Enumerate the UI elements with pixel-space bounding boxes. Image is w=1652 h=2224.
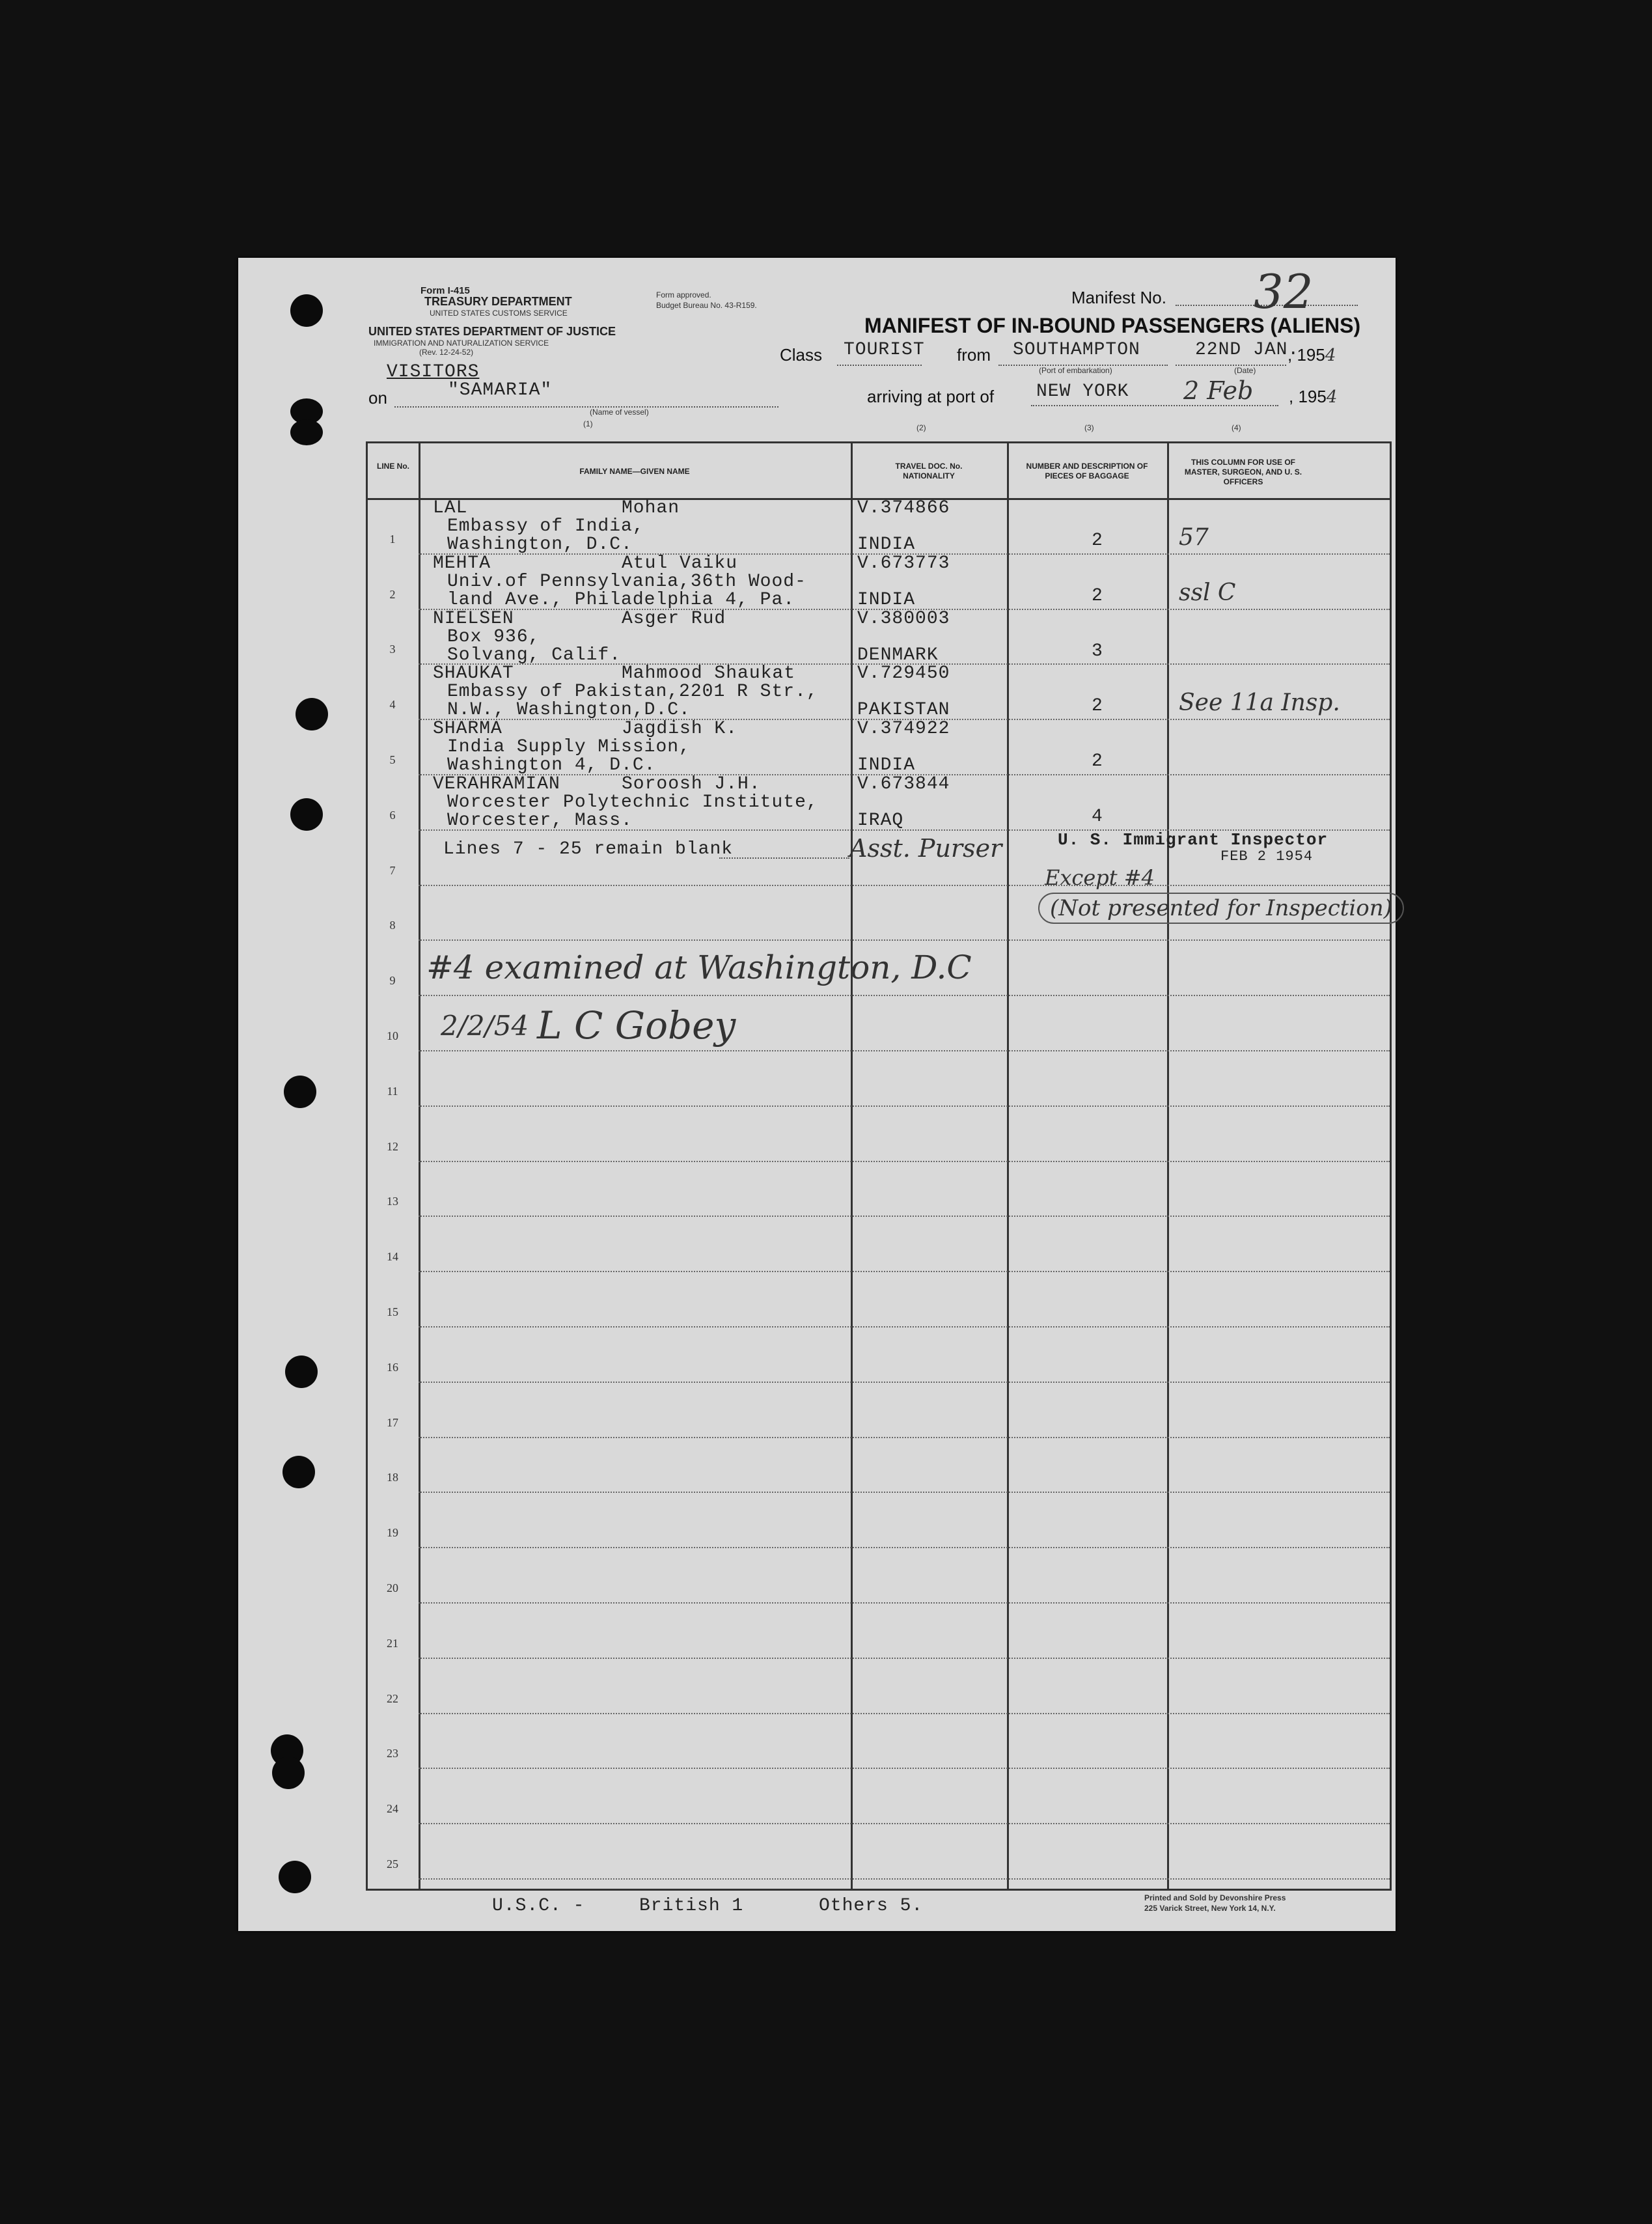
col-baggage: NUMBER AND DESCRIPTION OF PIECES OF BAGGAGE [1026, 462, 1148, 480]
footer-others: Others 5. [819, 1896, 924, 1916]
not-presented-note: (Not presented for Inspection) [1038, 893, 1404, 924]
col-num-3: (3) [1084, 423, 1094, 432]
row-rule [419, 1105, 1390, 1107]
passenger-travel-doc: V.729450 [857, 663, 950, 684]
form-approved: Form approved. [656, 290, 711, 299]
punch-hole [284, 1076, 316, 1108]
passenger-given-name: Asger Rud [622, 608, 726, 629]
passenger-family-name: SHARMA [433, 719, 502, 740]
page-title: MANIFEST OF IN-BOUND PASSENGERS (ALIENS) [864, 314, 1361, 337]
on-label: on [368, 388, 387, 408]
passenger-nationality: PAKISTAN [857, 700, 950, 721]
row-rule [419, 1492, 1390, 1493]
row-rule [419, 1437, 1390, 1438]
passenger-baggage: 2 [1092, 531, 1103, 551]
vessel-caption: (Name of vessel) [590, 408, 649, 417]
line-number: 5 [389, 753, 396, 766]
passenger-address-2: Washington, D.C. [447, 535, 633, 555]
col-num-4: (4) [1232, 423, 1241, 432]
passenger-address-2: N.W., Washington,D.C. [447, 700, 691, 721]
printer-line-1: Printed and Sold by Devonshire Press [1144, 1893, 1286, 1902]
officer-note: See 11a Insp. [1179, 689, 1340, 717]
passenger-address-1: India Supply Mission, [447, 737, 691, 758]
row-rule [419, 1161, 1390, 1162]
line-number: 12 [387, 1139, 398, 1153]
arrival-port: NEW YORK [1036, 382, 1129, 402]
row-rule [419, 939, 1390, 941]
punch-hole [290, 419, 323, 445]
passenger-address-2: Solvang, Calif. [447, 645, 622, 665]
class-label: Class [780, 345, 823, 365]
lines-blank-note: Lines 7 - 25 remain blank [443, 839, 734, 859]
embarkation-date: 22ND JAN. [1195, 340, 1300, 360]
date-caption: (Date) [1234, 366, 1256, 375]
passenger-address-1: Univ.of Pennsylvania,36th Wood- [447, 571, 806, 592]
passenger-nationality: INDIA [857, 589, 916, 610]
year2: , 1954 [1289, 387, 1338, 407]
punch-hole [285, 1355, 318, 1388]
line-number: 14 [387, 1250, 398, 1264]
line-number: 7 [389, 863, 396, 877]
line-number: 10 [387, 1029, 398, 1042]
printer-line-2: 225 Varick Street, New York 14, N.Y. [1144, 1904, 1276, 1913]
row-rule [419, 1878, 1390, 1880]
ins-service: IMMIGRATION AND NATURALIZATION SERVICE [374, 339, 549, 348]
line-number: 6 [389, 808, 396, 822]
passenger-given-name: Soroosh J.H. [622, 774, 761, 794]
row-rule [419, 1382, 1390, 1383]
line-number: 13 [387, 1195, 398, 1208]
row-rule [419, 1216, 1390, 1217]
passenger-address-2: land Ave., Philadelphia 4, Pa. [447, 589, 795, 610]
punch-hole [290, 294, 323, 327]
passenger-address-2: Worcester, Mass. [447, 811, 633, 831]
examiner-signature: L C Gobey [537, 1003, 736, 1048]
passenger-address-1: Worcester Polytechnic Institute, [447, 792, 818, 813]
footer-usc: U.S.C. - [492, 1896, 585, 1916]
footer-british: British 1 [639, 1896, 744, 1916]
passenger-address-1: Embassy of Pakistan,2201 R Str., [447, 682, 818, 702]
arrival-date: 2 Feb [1183, 376, 1254, 405]
passenger-family-name: SHAUKAT [433, 663, 514, 684]
line-number: 21 [387, 1636, 398, 1650]
row-rule [419, 1050, 1390, 1051]
line-number: 1 [389, 532, 396, 546]
passenger-nationality: INDIA [857, 535, 916, 555]
passenger-family-name: LAL [433, 498, 468, 518]
purser-signature: Asst. Purser [849, 834, 1002, 863]
passenger-travel-doc: V.374866 [857, 498, 950, 518]
line-number: 11 [387, 1084, 398, 1098]
budget-bureau: Budget Bureau No. 43-R159. [656, 301, 757, 310]
row-rule [419, 885, 1390, 886]
row-rule [419, 1713, 1390, 1714]
arriving-label: arriving at port of [867, 387, 995, 406]
passenger-nationality: IRAQ [857, 811, 904, 831]
row-rule [419, 995, 1390, 996]
passenger-baggage: 2 [1092, 751, 1103, 772]
line-number: 17 [387, 1415, 398, 1429]
line-number: 25 [387, 1857, 398, 1870]
justice-dept: UNITED STATES DEPARTMENT OF JUSTICE [368, 325, 616, 338]
passenger-given-name: Jagdish K. [622, 719, 738, 740]
customs-service: UNITED STATES CUSTOMS SERVICE [430, 309, 568, 318]
line-number: 18 [387, 1471, 398, 1484]
passenger-travel-doc: V.673773 [857, 553, 950, 574]
line-number: 22 [387, 1691, 398, 1705]
col-officers: THIS COLUMN FOR USE OF MASTER, SURGEON, AND U. S. OFFICERS [1184, 458, 1302, 486]
line-number: 23 [387, 1747, 398, 1760]
form-rev: (Rev. 12-24-52) [419, 348, 474, 357]
col-travel-doc: TRAVEL DOC. No. NATIONALITY [895, 462, 963, 480]
immigrant-inspector: U. S. Immigrant Inspector [1058, 830, 1328, 850]
passenger-nationality: DENMARK [857, 645, 939, 665]
embarkation-caption: (Port of embarkation) [1039, 366, 1112, 375]
row-rule [419, 1823, 1390, 1824]
punch-hole [296, 698, 328, 730]
line-number: 8 [389, 919, 396, 932]
visitors-label: VISITORS [387, 362, 480, 382]
form-number: Form I-415 [420, 285, 470, 296]
from-label: from [957, 345, 991, 365]
col-num-2: (2) [916, 423, 926, 432]
col-line-no: LINE No. [377, 462, 409, 471]
passenger-given-name: Atul Vaiku [622, 553, 738, 574]
line-number: 3 [389, 643, 396, 656]
punch-hole [290, 798, 323, 831]
passenger-family-name: MEHTA [433, 553, 491, 574]
punch-hole [282, 1456, 315, 1488]
row-rule [419, 1602, 1390, 1604]
line-number: 24 [387, 1802, 398, 1816]
passenger-address-2: Washington 4, D.C. [447, 755, 656, 776]
passenger-family-name: VERAHRAMIAN [433, 774, 560, 794]
row-rule [419, 1547, 1390, 1548]
line-number: 19 [387, 1526, 398, 1540]
col-name: FAMILY NAME—GIVEN NAME [579, 467, 690, 476]
row-rule [419, 1326, 1390, 1327]
vessel-name: "SAMARIA" [448, 380, 553, 400]
examined-note: #4 examined at Washington, D.C [426, 949, 972, 986]
manifest-sheet [238, 258, 1396, 1931]
line-number: 16 [387, 1360, 398, 1374]
row-rule [419, 1271, 1390, 1272]
passenger-travel-doc: V.673844 [857, 774, 950, 794]
inspector-stamp-date: FEB 2 1954 [1220, 848, 1314, 865]
treasury-dept: TREASURY DEPARTMENT [424, 295, 572, 308]
passenger-table [366, 441, 1392, 1891]
passenger-baggage: 2 [1092, 696, 1103, 717]
line-number: 20 [387, 1581, 398, 1594]
passenger-address-1: Embassy of India, [447, 516, 644, 536]
line-number: 4 [389, 698, 396, 712]
passenger-travel-doc: V.380003 [857, 608, 950, 629]
class-value: TOURIST [844, 340, 925, 360]
manifest-no-label: Manifest No. [1071, 288, 1166, 307]
passenger-nationality: INDIA [857, 755, 916, 776]
passenger-baggage: 4 [1092, 807, 1103, 827]
examined-date: 2/2/54 [441, 1010, 529, 1042]
passenger-given-name: Mahmood Shaukat [622, 663, 796, 684]
embarkation-port: SOUTHAMPTON [1013, 340, 1140, 360]
manifest-number: 32 [1254, 264, 1314, 319]
row-rule [419, 1768, 1390, 1769]
except-note: Except #4 [1045, 865, 1155, 890]
punch-hole [272, 1757, 305, 1789]
col-num-1: (1) [583, 419, 593, 428]
passenger-baggage: 2 [1092, 585, 1103, 606]
passenger-given-name: Mohan [622, 498, 680, 518]
passenger-address-1: Box 936, [447, 626, 540, 647]
line-number: 2 [389, 587, 396, 601]
line-number: 15 [387, 1305, 398, 1318]
line-number: 9 [389, 974, 396, 988]
year1: , 1954 [1287, 345, 1336, 365]
row-rule [419, 1658, 1390, 1659]
punch-hole [279, 1861, 311, 1893]
officer-note: ssl C [1179, 579, 1236, 606]
passenger-baggage: 3 [1092, 641, 1103, 661]
passenger-family-name: NIELSEN [433, 608, 514, 629]
officer-note: 57 [1179, 524, 1209, 551]
passenger-travel-doc: V.374922 [857, 719, 950, 740]
